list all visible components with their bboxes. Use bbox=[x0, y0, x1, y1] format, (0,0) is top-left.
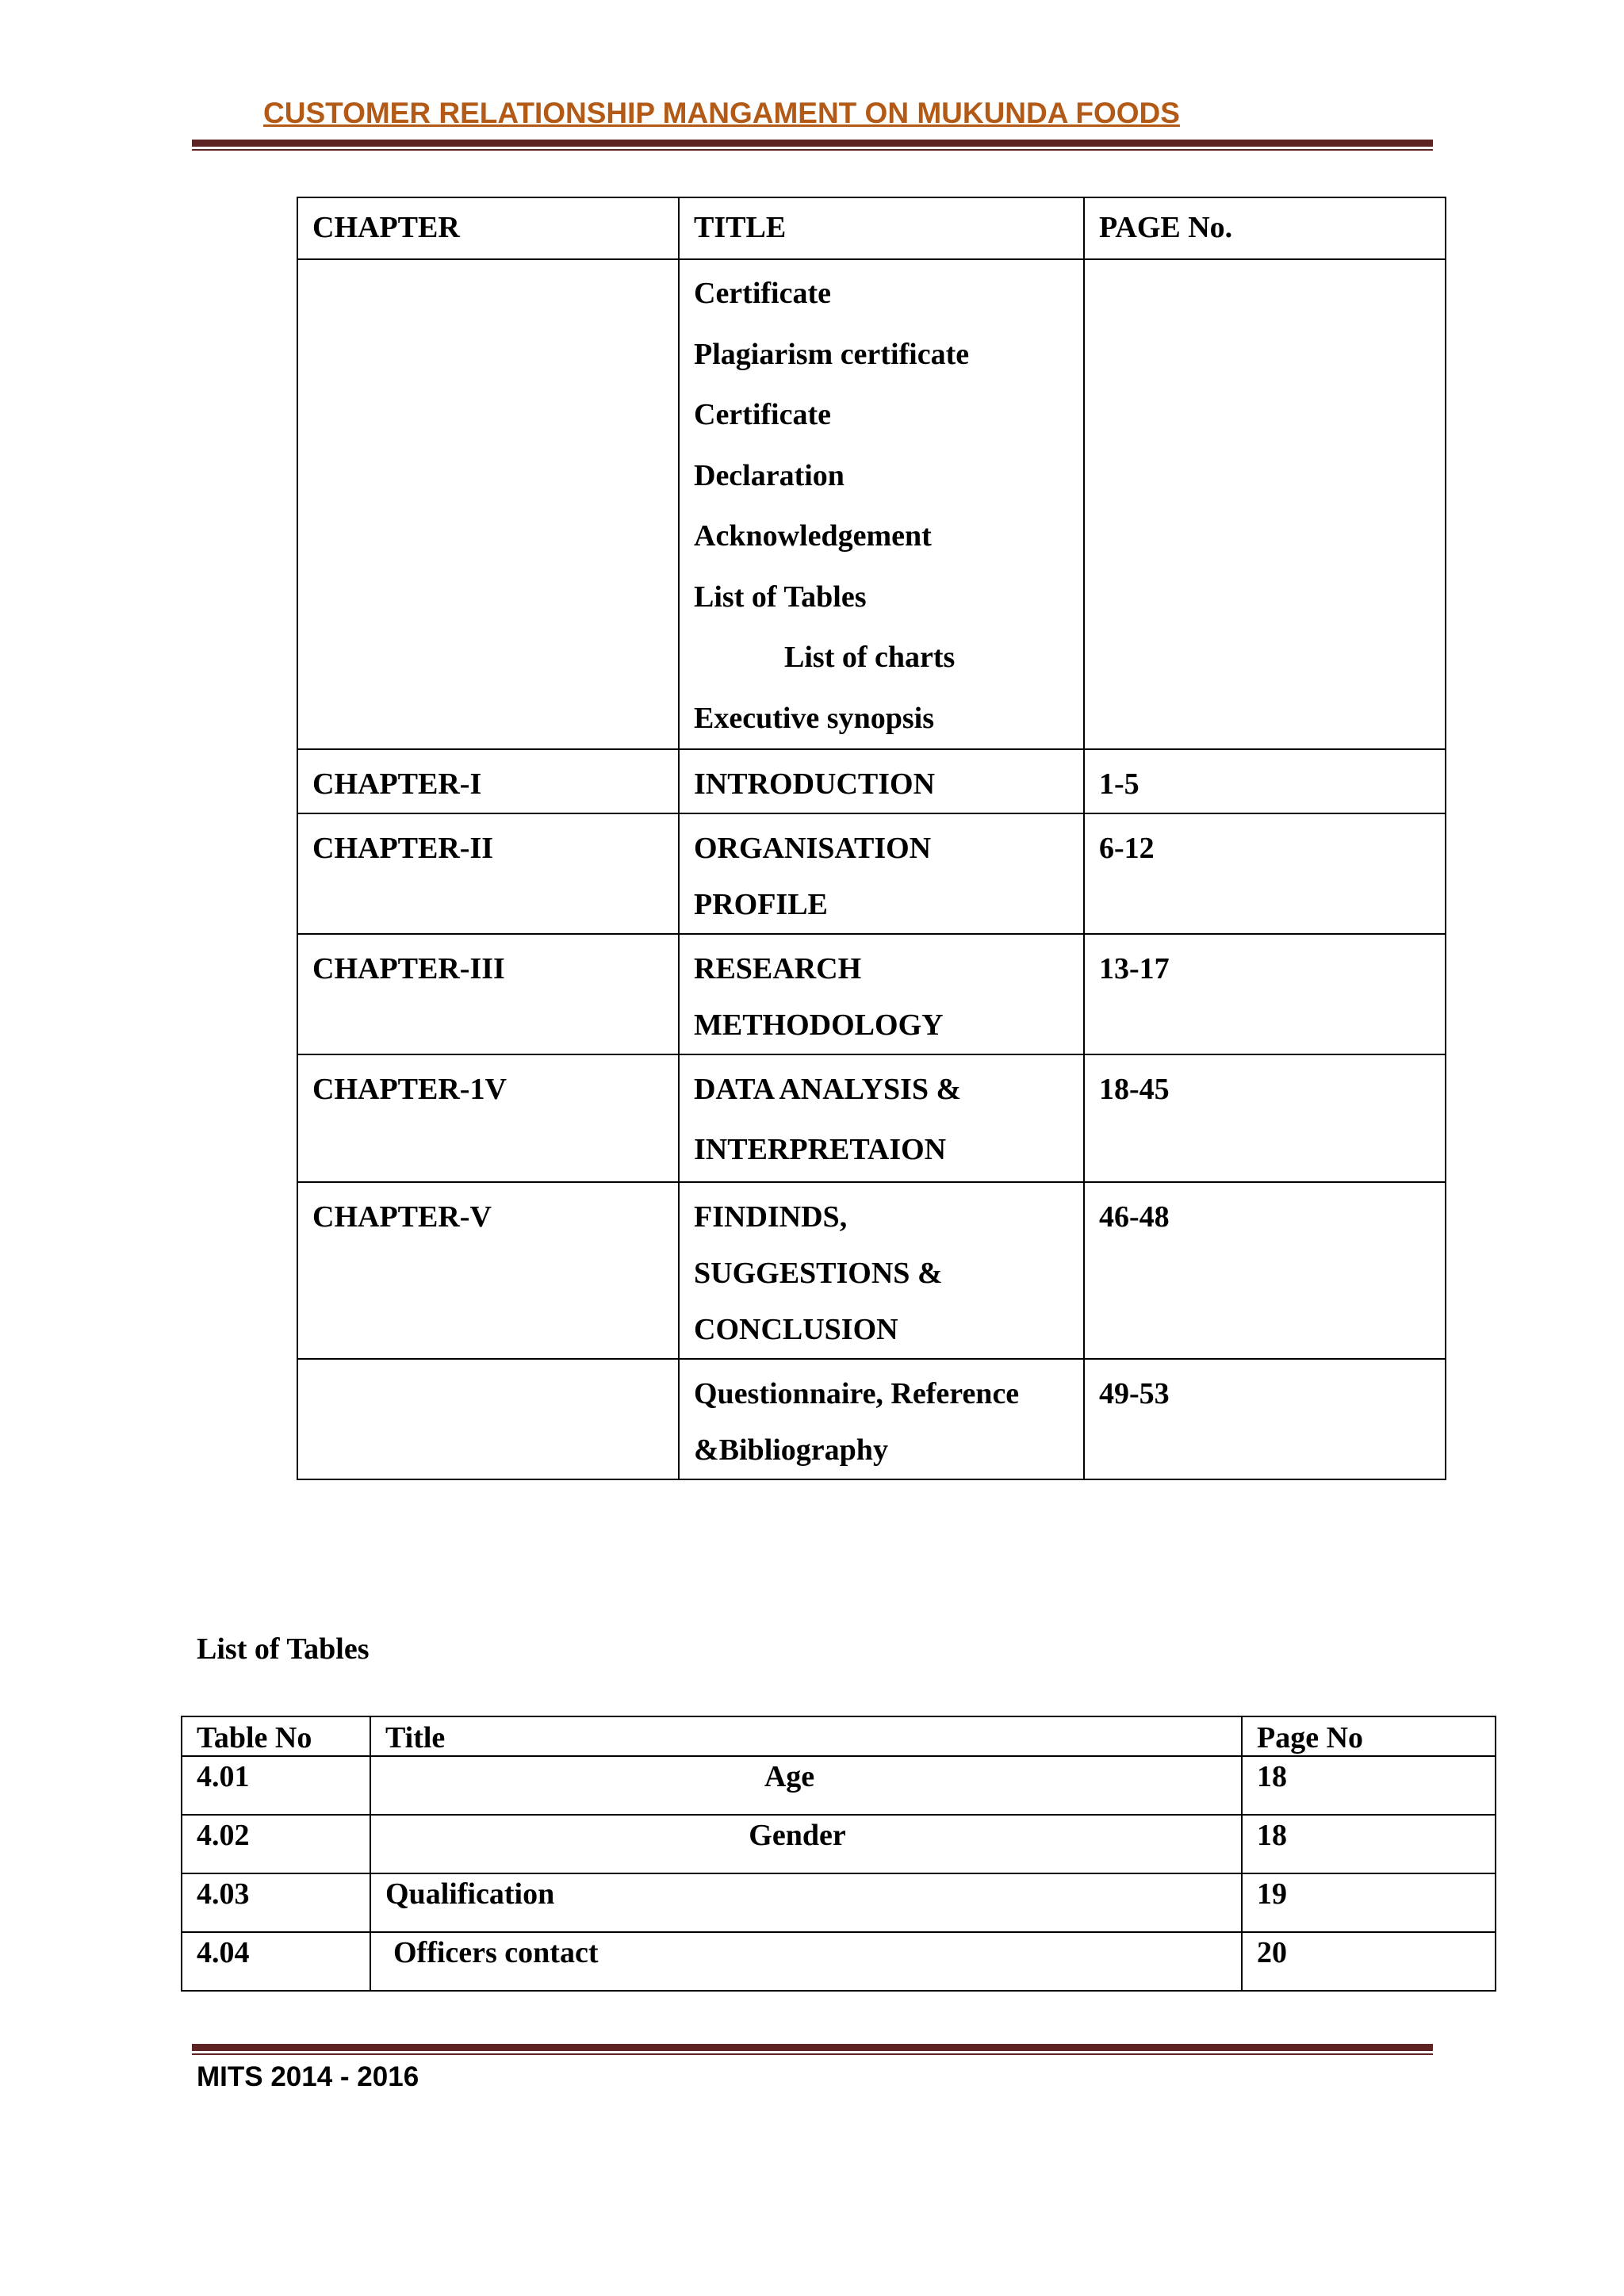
chapter-title-line: Questionnaire, Reference bbox=[694, 1377, 1020, 1410]
chapter-title-line: INTERPRETAION bbox=[694, 1133, 947, 1166]
chapter-label: CHAPTER-V bbox=[297, 1182, 679, 1359]
chapter-title-line: FINDINDS, bbox=[694, 1200, 848, 1234]
chapter-title-line: INTRODUCTION bbox=[694, 767, 936, 801]
chapter-title-line: SUGGESTIONS & bbox=[694, 1257, 943, 1290]
chapter-pages: 1-5 bbox=[1084, 749, 1446, 813]
contents-header-chapter: CHAPTER bbox=[297, 197, 679, 259]
table-number: 4.01 bbox=[182, 1756, 370, 1815]
header-divider bbox=[192, 140, 1433, 151]
contents-row bbox=[297, 1054, 1446, 1182]
table-title: Age bbox=[370, 1756, 1242, 1815]
contents-row bbox=[297, 1182, 1446, 1359]
list-of-tables-header-row bbox=[182, 1716, 1496, 1756]
front-matter-item: Declaration bbox=[694, 458, 845, 492]
front-matter-item: List of charts bbox=[784, 641, 956, 674]
table-row bbox=[182, 1756, 1496, 1815]
chapter-label: CHAPTER-II bbox=[297, 813, 679, 934]
contents-row bbox=[297, 749, 1446, 813]
table-row bbox=[182, 1873, 1496, 1932]
contents-front-matter-row bbox=[297, 259, 1446, 749]
contents-header-page: PAGE No. bbox=[1084, 197, 1446, 259]
list-of-tables-table bbox=[181, 1716, 1496, 1992]
chapter-title-line: RESEARCH bbox=[694, 952, 862, 985]
chapter-pages: 49-53 bbox=[1084, 1359, 1446, 1479]
contents-header-row bbox=[297, 197, 1446, 259]
chapter-pages: 46-48 bbox=[1084, 1182, 1446, 1359]
table-title: Officers contact bbox=[370, 1932, 1242, 1991]
chapter-title-line: CONCLUSION bbox=[694, 1313, 898, 1346]
header-title: Title bbox=[370, 1716, 1242, 1756]
table-page: 18 bbox=[1242, 1756, 1496, 1815]
chapter-title-line: DATA ANALYSIS & bbox=[694, 1073, 962, 1106]
chapter-pages: 13-17 bbox=[1084, 934, 1446, 1054]
chapter-title-line: &Bibliography bbox=[694, 1433, 888, 1467]
contents-table bbox=[297, 197, 1446, 1480]
front-matter-item: Acknowledgement bbox=[694, 519, 932, 553]
chapter-title bbox=[679, 813, 1084, 934]
chapter-label: CHAPTER-III bbox=[297, 934, 679, 1054]
table-page: 18 bbox=[1242, 1815, 1496, 1873]
front-matter-item: Certificate bbox=[694, 398, 831, 431]
contents-header-title: TITLE bbox=[679, 197, 1084, 259]
contents-row bbox=[297, 934, 1446, 1054]
chapter-title bbox=[679, 1359, 1084, 1479]
table-number: 4.02 bbox=[182, 1815, 370, 1873]
front-matter-item: List of Tables bbox=[694, 580, 867, 614]
chapter-title bbox=[679, 1054, 1084, 1182]
chapter-title-line: PROFILE bbox=[694, 888, 828, 921]
chapter-label: CHAPTER-1V bbox=[297, 1054, 679, 1182]
table-page: 19 bbox=[1242, 1873, 1496, 1932]
contents-page-cell bbox=[1084, 259, 1446, 749]
table-number: 4.04 bbox=[182, 1932, 370, 1991]
header-table-no: Table No bbox=[182, 1716, 370, 1756]
table-title: Qualification bbox=[370, 1873, 1242, 1932]
chapter-label: CHAPTER-I bbox=[297, 749, 679, 813]
chapter-title bbox=[679, 749, 1084, 813]
chapter-pages: 6-12 bbox=[1084, 813, 1446, 934]
header-page-no: Page No bbox=[1242, 1716, 1496, 1756]
front-matter-list bbox=[679, 259, 1084, 749]
table-page: 20 bbox=[1242, 1932, 1496, 1991]
front-matter-item: Certificate bbox=[694, 277, 831, 310]
contents-row bbox=[297, 813, 1446, 934]
table-title: Gender bbox=[370, 1815, 1242, 1873]
chapter-title-line: ORGANISATION bbox=[694, 832, 932, 865]
front-matter-item: Plagiarism certificate bbox=[694, 337, 970, 371]
table-row bbox=[182, 1815, 1496, 1873]
table-row bbox=[182, 1932, 1496, 1991]
chapter-label bbox=[297, 1359, 679, 1479]
list-of-tables-heading: List of Tables bbox=[197, 1632, 370, 1666]
page-header-title: CUSTOMER RELATIONSHIP MANGAMENT ON MUKUNDA FOODS bbox=[263, 97, 1180, 129]
table-number: 4.03 bbox=[182, 1873, 370, 1932]
front-matter-item: Executive synopsis bbox=[694, 701, 934, 735]
contents-chapter-cell bbox=[297, 259, 679, 749]
contents-row bbox=[297, 1359, 1446, 1479]
chapter-title-line: METHODOLOGY bbox=[694, 1008, 944, 1042]
chapter-title bbox=[679, 1182, 1084, 1359]
footer-divider bbox=[192, 2044, 1433, 2055]
page-footer-text: MITS 2014 - 2016 bbox=[197, 2061, 419, 2092]
chapter-title bbox=[679, 934, 1084, 1054]
chapter-pages: 18-45 bbox=[1084, 1054, 1446, 1182]
